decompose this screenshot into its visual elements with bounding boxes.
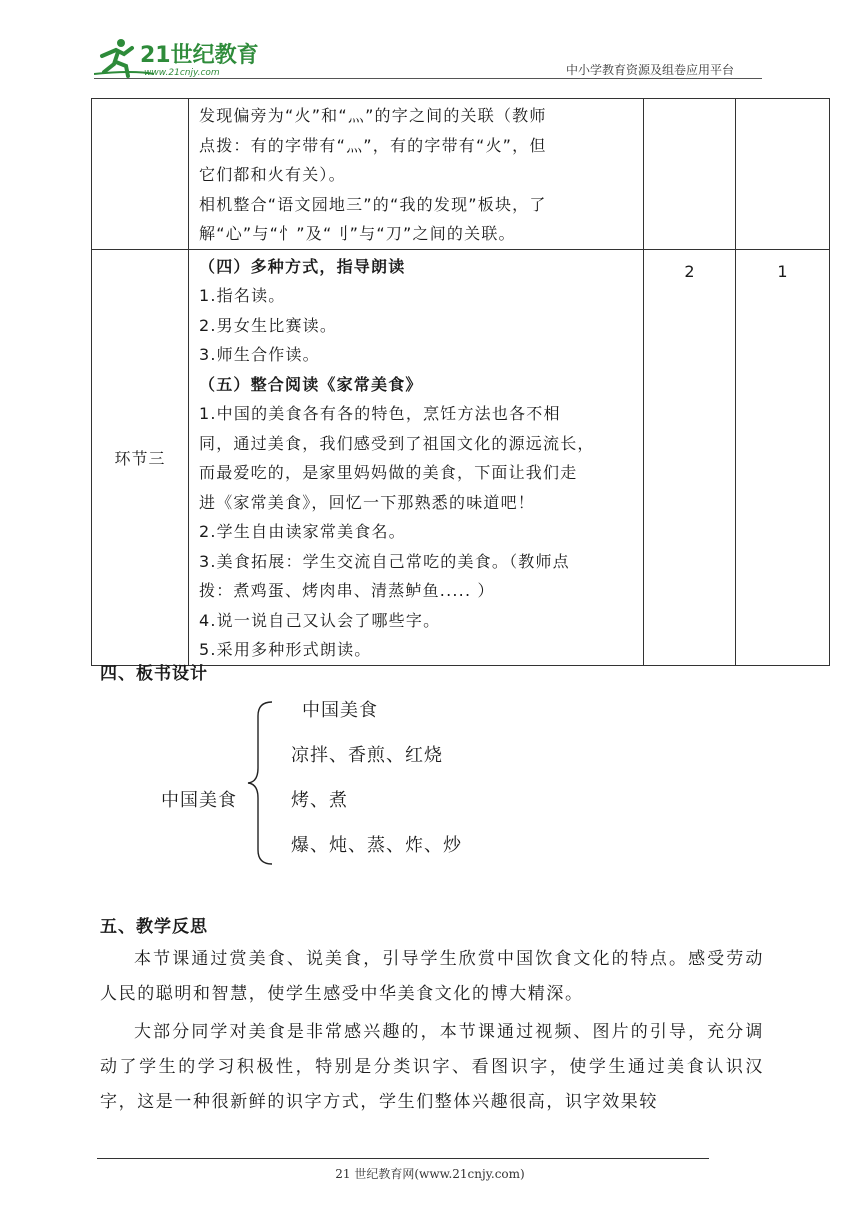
svg-text:www.21cnjy.com: www.21cnjy.com	[144, 68, 220, 78]
list-item: 4.说一说自己又认会了哪些字。	[199, 610, 441, 630]
table-cell	[736, 99, 830, 250]
section-heading: （五）整合阅读《家常美食》	[199, 374, 423, 394]
board-item: 烤、煮	[291, 790, 348, 811]
stage-label: 环节三	[92, 249, 189, 665]
list-item: 同，通过美食，我们感受到了祖国文化的源远流长，	[199, 433, 595, 453]
reflection-title: 五、教学反思	[100, 917, 208, 937]
table-cell	[92, 99, 189, 250]
table-cell	[189, 99, 644, 250]
list-item: 3.师生合作读。	[199, 345, 320, 364]
section-heading: （四）多种方式，指导朗读	[199, 256, 406, 276]
platform-name: 中小学教育资源及组卷应用平台	[566, 63, 735, 77]
list-item: 5.采用多种形式朗读。	[199, 640, 372, 659]
table-row	[92, 99, 830, 250]
footer-divider	[97, 1158, 709, 1159]
site-logo	[94, 36, 264, 80]
list-item: 2.学生自由读家常美食名。	[199, 522, 406, 541]
text-line: 它们都和火有关）。	[199, 165, 346, 184]
board-center: 中国美食	[161, 790, 237, 811]
text-line: 发现偏旁为“火”和“灬”的字之间的关联（教师	[199, 106, 547, 125]
text-line: 解“心”与“忄”及“刂”与“刀”之间的关联。	[199, 224, 516, 243]
list-item: 进《家常美食》，回忆一下那熟悉的味道吧！	[199, 492, 536, 512]
svg-text:21世纪教育: 21世纪教育	[140, 43, 259, 68]
text-line: 相机整合“语文园地三”的“我的发现”板块，了	[199, 194, 547, 214]
board-title: 四、板书设计	[100, 664, 208, 684]
list-item: 拨：煮鸡蛋、烤肉串、清蒸鲈鱼..... ）	[199, 581, 495, 600]
reflection-paragraph: 大部分同学对美食是非常感兴趣的，本节课通过视频、图片的引导，充分调动了学生的学习积极性，特别是分类识字、看图识字，使学生通过美食认识汉字，这是一种很新鲜的识字方式，学生们整体兴趣很高，识字效果较	[100, 1022, 764, 1112]
table-cell	[189, 249, 644, 665]
header-divider	[94, 78, 762, 79]
reflection-paragraph: 本节课通过赏美食、说美食，引导学生欣赏中国饮食文化的特点。感受劳动人民的聪明和智慧，使学生感受中华美食文化的博大精深。	[100, 949, 764, 1004]
board-item: 凉拌、香煎、红烧	[291, 745, 443, 766]
time-value: 2	[644, 249, 736, 665]
footer-text: 21 世纪教育网(www.21cnjy.com)	[335, 1167, 525, 1181]
list-item: 而最爱吃的，是家里妈妈做的美食，下面让我们走	[199, 463, 578, 482]
count-value: 1	[736, 249, 830, 665]
lesson-table	[91, 98, 830, 666]
table-cell	[644, 99, 736, 250]
list-item: 1.指名读。	[199, 286, 286, 305]
brace-icon	[246, 700, 276, 866]
text-line: 点拨：有的字带有“灬”，有的字带有“火”，但	[199, 135, 547, 155]
board-item: 爆、炖、蒸、炸、炒	[291, 835, 462, 856]
list-item: 3.美食拓展：学生交流自己常吃的美食。（教师点	[199, 551, 570, 571]
table-row	[92, 249, 830, 665]
board-item: 中国美食	[302, 700, 378, 721]
list-item: 1.中国的美食各有各的特色，烹饪方法也各不相	[199, 404, 561, 423]
list-item: 2.男女生比赛读。	[199, 315, 338, 335]
